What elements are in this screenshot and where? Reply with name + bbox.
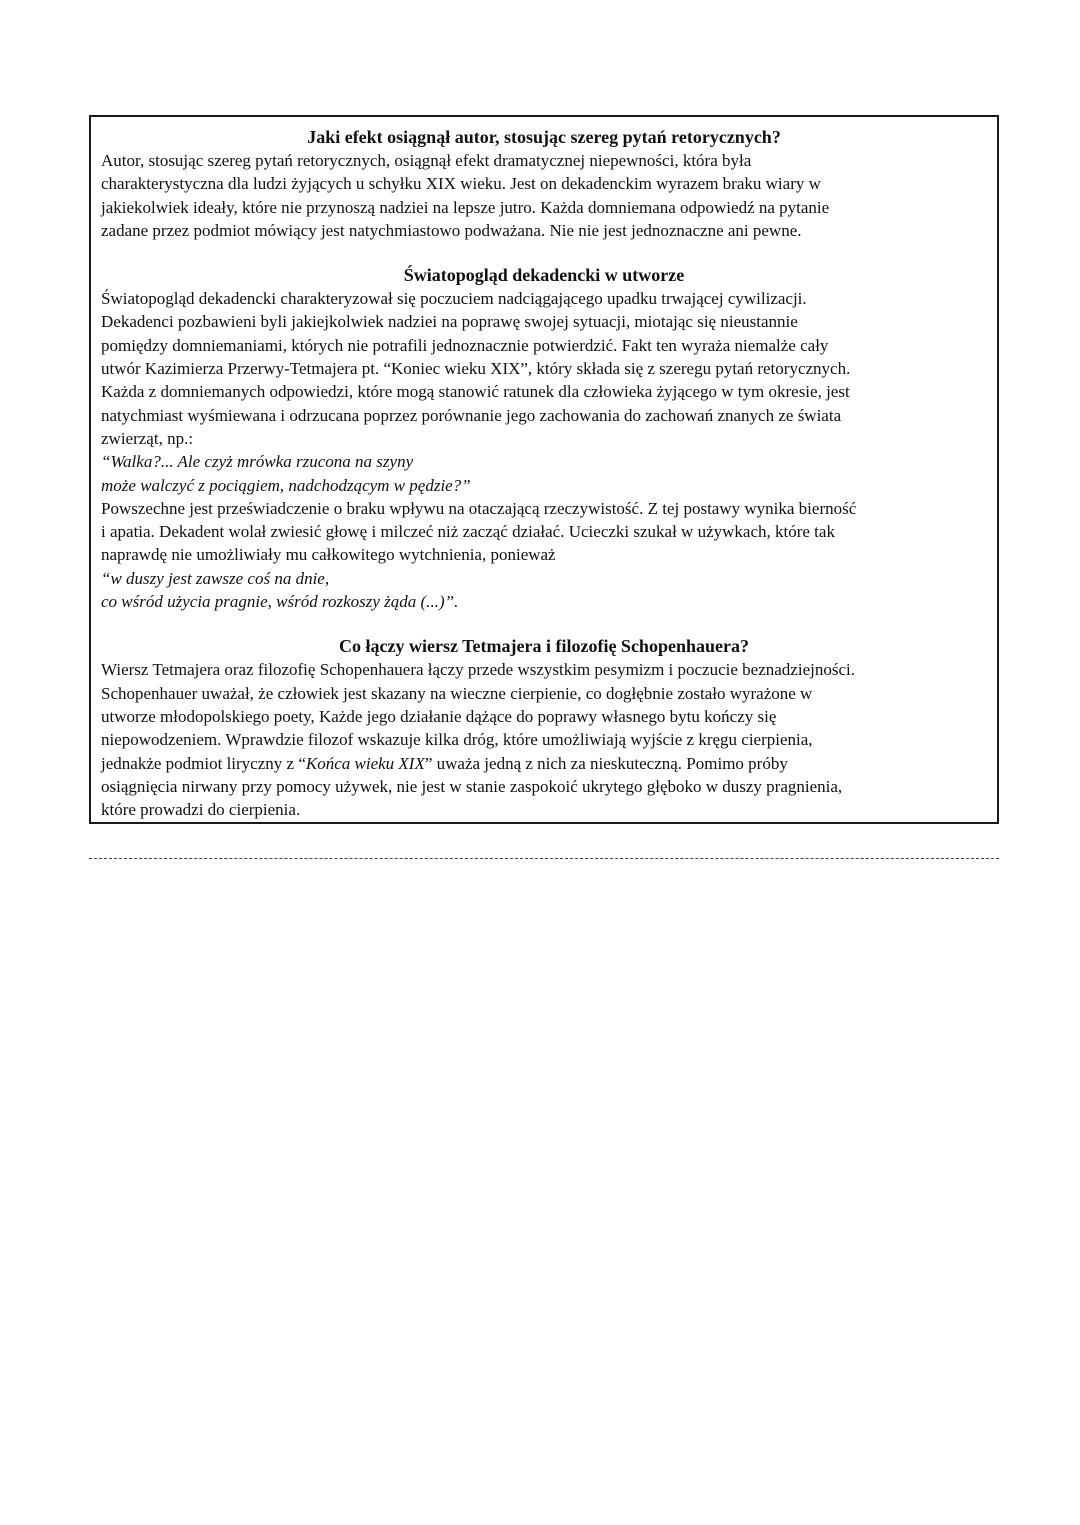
quote-line: “w duszy jest zawsze coś na dnie, bbox=[101, 568, 330, 588]
text-line: charakterystyczna dla ludzi żyjących u schyłku XIX wieku. Jest on dekadenckim wyrazem braku wiary w bbox=[101, 174, 821, 194]
text-line: pomiędzy domniemaniami, których nie potrafili jednoznacznie potwierdzić. Fakt ten wyraża niemalże cały bbox=[101, 335, 829, 355]
content-box bbox=[89, 115, 999, 824]
work-title: Końca wieku XIX bbox=[305, 753, 425, 773]
section-paragraph bbox=[101, 497, 987, 567]
dashed-separator bbox=[89, 858, 999, 859]
section-heading: Światopogląd dekadencki w utworze bbox=[403, 265, 685, 286]
text-line: niepowodzeniem. Wprawdzie filozof wskazuje kilka dróg, które umożliwiają wyjście z kręgu cierpienia, bbox=[101, 730, 813, 750]
text-line: Każda z domniemanych odpowiedzi, które mogą stanowić ratunek dla człowieka żyjącego w tym okresie, jest bbox=[101, 382, 850, 402]
text-line: zwierząt, np.: bbox=[101, 428, 194, 448]
poem-quote bbox=[101, 450, 987, 497]
text-line: utwór Kazimierza Przerwy-Tetmajera pt. “Koniec wieku XIX”, który składa się z szeregu pytań retorycznych. bbox=[101, 359, 851, 379]
section-rhetorical-questions bbox=[101, 126, 987, 242]
text-line: natychmiast wyśmiewana i odrzucana poprzez porównanie jego zachowania do zachowań znanych ze świata bbox=[101, 405, 842, 425]
text-line: zadane przez podmiot mówiący jest natychmiastowo podważana. Nie nie jest jednoznaczne ani pewne. bbox=[101, 220, 802, 240]
text-fragment: jednakże podmiot liryczny z “ bbox=[101, 753, 306, 773]
text-line: Światopogląd dekadencki charakteryzował się poczuciem nadciągającego upadku trwającej cywilizacji. bbox=[101, 289, 807, 309]
text-line: które prowadzi do cierpienia. bbox=[101, 800, 301, 820]
text-line: utworze młodopolskiego poety, Każde jego działanie dążące do poprawy własnego bytu kończy się bbox=[101, 706, 777, 726]
text-fragment: ” uważa jedną z nich za nieskuteczną. Pomimo próby bbox=[424, 753, 788, 773]
text-line: Powszechne jest przeświadczenie o braku wpływu na otaczającą rzeczywistość. Z tej postawy wynika bierność bbox=[101, 498, 857, 518]
quote-line: “Walka?... Ale czyż mrówka rzucona na szyny bbox=[101, 452, 414, 472]
poem-quote bbox=[101, 567, 987, 614]
section-decadent-worldview bbox=[101, 264, 987, 613]
quote-line: może walczyć z pociągiem, nadchodzącym w pędzie?” bbox=[101, 475, 471, 495]
text-line: i apatia. Dekadent wolał zwiesić głowę i milczeć niż zacząć działać. Ucieczki szukał w używkach, które tak bbox=[101, 522, 835, 542]
text-line: naprawdę nie umożliwiały mu całkowitego wytchnienia, ponieważ bbox=[101, 545, 556, 565]
section-paragraph bbox=[101, 149, 987, 242]
text-line: osiągnięcia nirwany przy pomocy używek, nie jest w stanie zaspokoić ukrytego głęboko w duszy pragnienia, bbox=[101, 776, 843, 796]
text-line: Wiersz Tetmajera oraz filozofię Schopenhauera łączy przede wszystkim pesymizm i poczucie beznadziejności. bbox=[101, 660, 855, 680]
section-heading: Jaki efekt osiągnął autor, stosując szereg pytań retorycznych? bbox=[307, 127, 781, 147]
section-paragraph bbox=[101, 658, 987, 821]
text-line: Schopenhauer uważał, że człowiek jest skazany na wieczne cierpienie, co dogłębnie zostało wyrażone w bbox=[101, 683, 813, 703]
text-line: jakiekolwiek ideały, które nie przynoszą nadziei na lepsze jutro. Każda domniemana odpowiedź na pytanie bbox=[101, 197, 830, 217]
text-line: Autor, stosując szereg pytań retorycznych, osiągnął efekt dramatycznej niepewności, która była bbox=[101, 151, 752, 170]
section-schopenhauer bbox=[101, 635, 987, 821]
text-line bbox=[101, 752, 987, 775]
quote-line: co wśród użycia pragnie, wśród rozkoszy żąda (...)”. bbox=[101, 592, 459, 612]
section-paragraph bbox=[101, 287, 987, 450]
text-line: Dekadenci pozbawieni byli jakiejkolwiek nadziei na poprawę swojej sytuacji, miotając się nieustannie bbox=[101, 312, 798, 332]
section-heading: Co łączy wiersz Tetmajera i filozofię Schopenhauera? bbox=[339, 636, 749, 657]
